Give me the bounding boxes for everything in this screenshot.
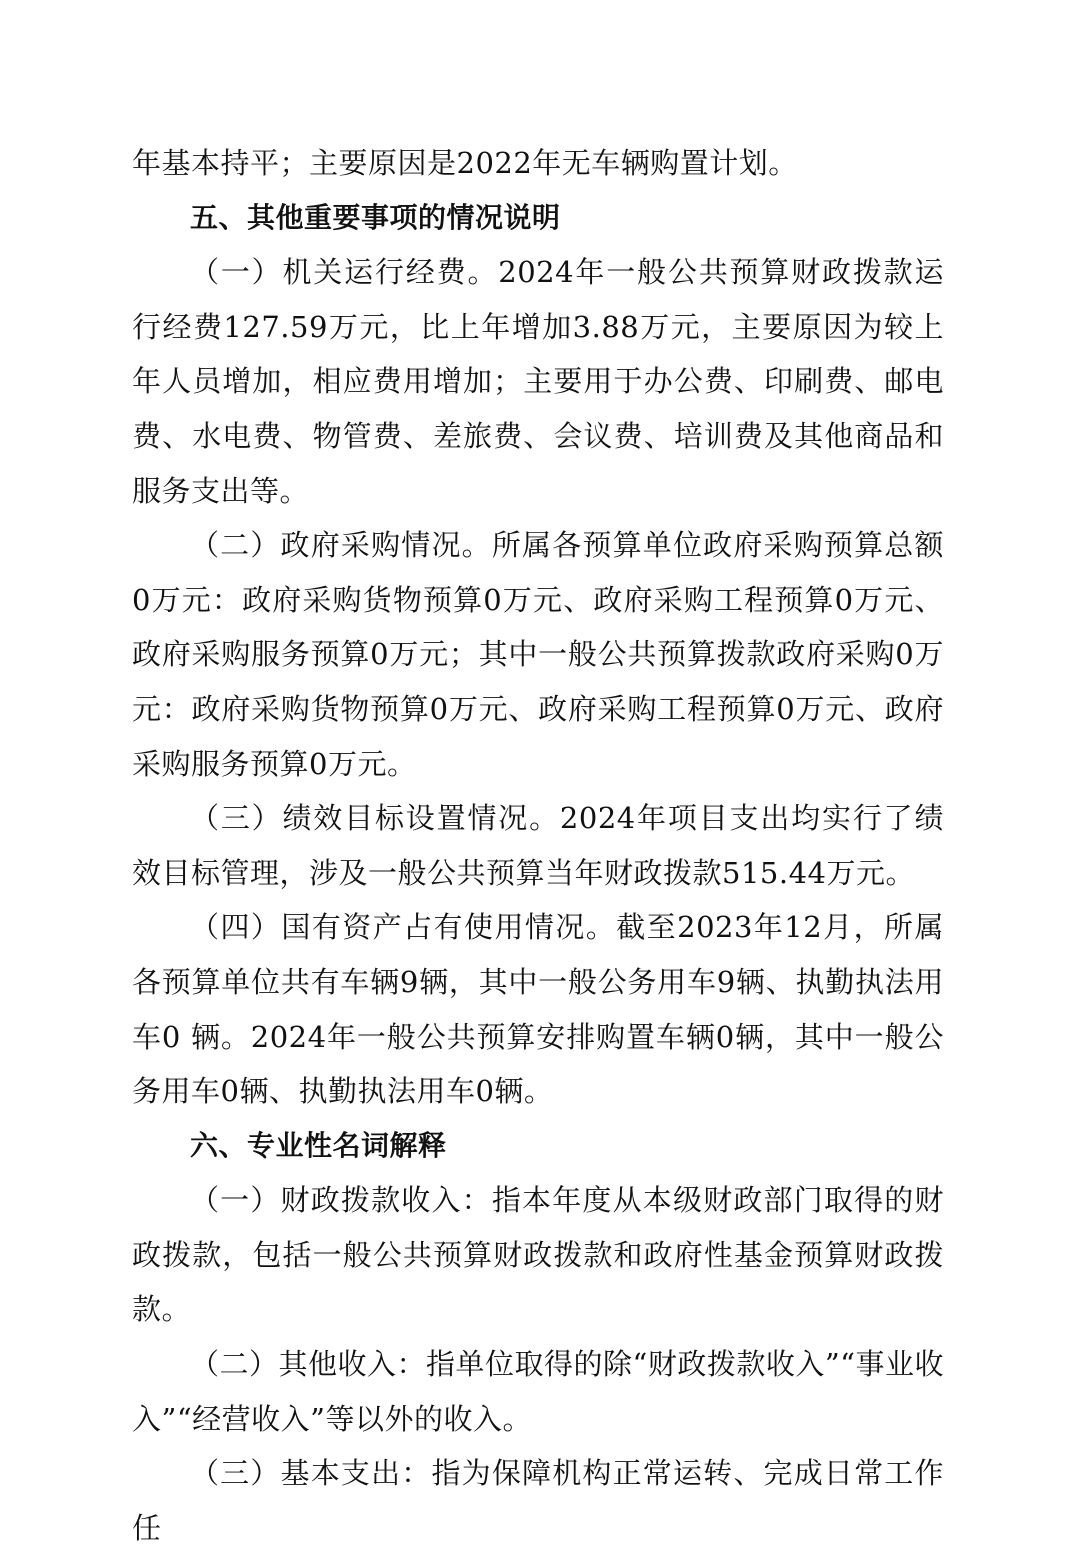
paragraph-performance-targets: （三）绩效目标设置情况。2024年项目支出均实行了绩效目标管理，涉及一般公共预算当年财政拨款515.44万元。	[132, 801, 944, 890]
paragraph-fiscal-appropriation-income: （一）财政拨款收入：指本年度从本级财政部门取得的财政拨款，包括一般公共预算财政拨款和政府性基金预算财政拨款。	[132, 1183, 944, 1327]
paragraph-government-procurement: （二）政府采购情况。所属各预算单位政府采购预算总额0万元：政府采购货物预算0万元、政府采购工程预算0万元、政府采购服务预算0万元；其中一般公共预算拨款政府采购0万元：政府采购货物预算0万元、政府采购工程预算0万元、政府采购服务预算0万元。	[132, 528, 944, 781]
paragraph-operating-expenses: （一）机关运行经费。2024年一般公共预算财政拨款运行经费127.59万元，比上年增加3.88万元，主要原因为较上年人员增加，相应费用增加；主要用于办公费、印刷费、邮电费、水电费、物管费、差旅费、会议费、培训费及其他商品和服务支出等。	[132, 255, 944, 508]
paragraph-other-income: （二）其他收入：指单位取得的除“财政拨款收入”“事业收入”“经营收入”等以外的收入。	[132, 1347, 944, 1436]
paragraph-basic-expenditure: （三）基本支出：指为保障机构正常运转、完成日常工作任	[132, 1456, 944, 1545]
paragraph-state-assets: （四）国有资产占有使用情况。截至2023年12月，所属各预算单位共有车辆9辆，其中一般公务用车9辆、执勤执法用车0 辆。2024年一般公共预算安排购置车辆0辆，其中一般公务用车0辆、执勤执法用车0辆。	[132, 910, 944, 1109]
document-body	[132, 136, 944, 1555]
section-heading-six: 六、专业性名词解释	[190, 1128, 447, 1162]
section-heading-five: 五、其他重要事项的情况说明	[190, 200, 561, 234]
paragraph-continuation: 年基本持平；主要原因是2022年无车辆购置计划。	[132, 146, 798, 180]
